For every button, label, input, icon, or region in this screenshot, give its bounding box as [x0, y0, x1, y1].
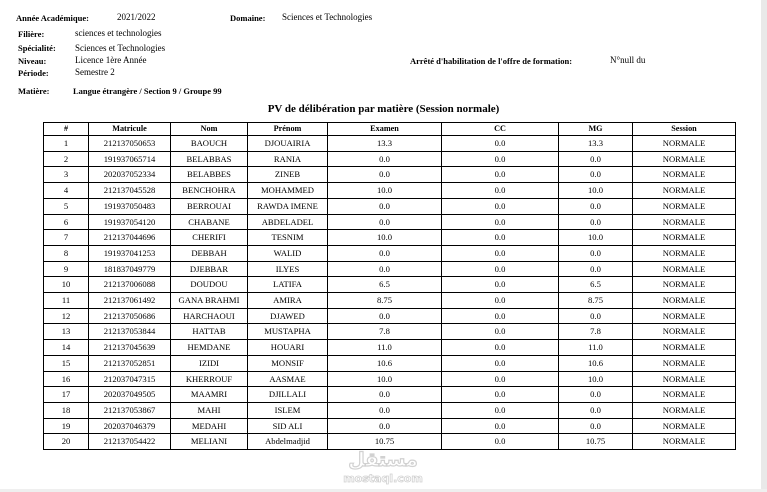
cell-cc: 0.0: [442, 277, 559, 293]
cell-cc: 0.0: [442, 136, 559, 152]
cell-matricule: 212137061492: [89, 293, 171, 309]
cell-examen: 0.0: [328, 308, 442, 324]
domaine-label: Domaine:: [230, 13, 266, 23]
cell-prenom: WALID: [248, 245, 328, 261]
cell-index: 5: [44, 198, 89, 214]
watermark-logo-text: مستقل: [348, 449, 418, 471]
col-header-nom: Nom: [171, 123, 248, 136]
cell-nom: CHERIFI: [171, 230, 248, 246]
page-edge-right: [761, 0, 767, 492]
cell-matricule: 212137044696: [89, 230, 171, 246]
cell-session: NORMALE: [633, 418, 736, 434]
cell-session: NORMALE: [633, 277, 736, 293]
col-header-examen: Examen: [328, 123, 442, 136]
cell-mg: 10.0: [559, 230, 633, 246]
cell-examen: 8.75: [328, 293, 442, 309]
cell-examen: 0.0: [328, 151, 442, 167]
cell-session: NORMALE: [633, 198, 736, 214]
cell-session: NORMALE: [633, 167, 736, 183]
cell-matricule: 212137050653: [89, 136, 171, 152]
col-header-index: #: [44, 123, 89, 136]
matiere-value: Langue étrangère / Section 9 / Groupe 99: [73, 86, 222, 96]
cell-nom: HARCHAOUI: [171, 308, 248, 324]
table-row: [44, 230, 736, 246]
cell-session: NORMALE: [633, 308, 736, 324]
cell-examen: 0.0: [328, 167, 442, 183]
cell-prenom: DJILLALI: [248, 387, 328, 403]
cell-cc: 0.0: [442, 434, 559, 450]
filiere-label: Filière:: [18, 29, 45, 39]
cell-matricule: 191937041253: [89, 245, 171, 261]
cell-cc: 0.0: [442, 183, 559, 199]
table-row: [44, 324, 736, 340]
cell-nom: DJEBBAR: [171, 261, 248, 277]
cell-index: 4: [44, 183, 89, 199]
table-row: [44, 402, 736, 418]
cell-session: NORMALE: [633, 434, 736, 450]
col-header-mg: MG: [559, 123, 633, 136]
table-row: [44, 308, 736, 324]
cell-prenom: DJAWED: [248, 308, 328, 324]
cell-examen: 10.6: [328, 355, 442, 371]
cell-mg: 6.5: [559, 277, 633, 293]
cell-examen: 7.8: [328, 324, 442, 340]
cell-index: 6: [44, 214, 89, 230]
cell-nom: IZIDI: [171, 355, 248, 371]
cell-prenom: LATIFA: [248, 277, 328, 293]
cell-matricule: 212137052851: [89, 355, 171, 371]
cell-prenom: ILYES: [248, 261, 328, 277]
cell-matricule: 212137045639: [89, 340, 171, 356]
cell-matricule: 212037047315: [89, 371, 171, 387]
cell-mg: 0.0: [559, 214, 633, 230]
cell-index: 8: [44, 245, 89, 261]
table-row: [44, 293, 736, 309]
table-row: [44, 387, 736, 403]
cell-prenom: RAWDA IMENE: [248, 198, 328, 214]
cell-nom: GANA BRAHMI: [171, 293, 248, 309]
cell-examen: 0.0: [328, 261, 442, 277]
cell-mg: 0.0: [559, 418, 633, 434]
cell-prenom: SID ALI: [248, 418, 328, 434]
cell-nom: HEMDANE: [171, 340, 248, 356]
specialite-label: Spécialité:: [18, 43, 56, 53]
cell-nom: MAAMRI: [171, 387, 248, 403]
cell-prenom: TESNIM: [248, 230, 328, 246]
cell-mg: 0.0: [559, 151, 633, 167]
cell-examen: 6.5: [328, 277, 442, 293]
cell-matricule: 191937050483: [89, 198, 171, 214]
cell-prenom: DJOUAIRIA: [248, 136, 328, 152]
table-row: [44, 277, 736, 293]
cell-cc: 0.0: [442, 167, 559, 183]
cell-matricule: 181837049779: [89, 261, 171, 277]
cell-cc: 0.0: [442, 198, 559, 214]
cell-nom: HATTAB: [171, 324, 248, 340]
cell-matricule: 212137053867: [89, 402, 171, 418]
cell-matricule: 212137053844: [89, 324, 171, 340]
cell-mg: 0.0: [559, 387, 633, 403]
cell-cc: 0.0: [442, 371, 559, 387]
cell-cc: 0.0: [442, 245, 559, 261]
table-header-row: [44, 123, 736, 136]
cell-session: NORMALE: [633, 230, 736, 246]
table-row: [44, 214, 736, 230]
page-title: PV de délibération par matière (Session normale): [267, 103, 500, 115]
cell-mg: 13.3: [559, 136, 633, 152]
cell-cc: 0.0: [442, 355, 559, 371]
arrete-label: Arrêté d'habilitation de l'offre de formation:: [410, 56, 573, 66]
cell-session: NORMALE: [633, 324, 736, 340]
cell-prenom: MONSIF: [248, 355, 328, 371]
cell-examen: 0.0: [328, 402, 442, 418]
cell-index: 20: [44, 434, 89, 450]
col-header-matricule: Matricule: [89, 123, 171, 136]
cell-index: 15: [44, 355, 89, 371]
table-row: [44, 245, 736, 261]
cell-matricule: 202037052334: [89, 167, 171, 183]
cell-cc: 0.0: [442, 418, 559, 434]
table-row: [44, 355, 736, 371]
cell-nom: BAOUCH: [171, 136, 248, 152]
table-row: [44, 434, 736, 450]
cell-nom: BELABBES: [171, 167, 248, 183]
cell-session: NORMALE: [633, 387, 736, 403]
cell-prenom: RANIA: [248, 151, 328, 167]
cell-prenom: ABDELADEL: [248, 214, 328, 230]
table-row: [44, 167, 736, 183]
cell-index: 13: [44, 324, 89, 340]
cell-index: 16: [44, 371, 89, 387]
specialite-value: Sciences et Technologies: [75, 43, 166, 53]
cell-index: 3: [44, 167, 89, 183]
cell-session: NORMALE: [633, 355, 736, 371]
cell-mg: 10.0: [559, 183, 633, 199]
cell-mg: 7.8: [559, 324, 633, 340]
cell-cc: 0.0: [442, 402, 559, 418]
cell-session: NORMALE: [633, 214, 736, 230]
watermark-site: mostaql.com: [343, 472, 423, 485]
cell-examen: 10.0: [328, 230, 442, 246]
cell-prenom: AMIRA: [248, 293, 328, 309]
periode-value: Semestre 2: [75, 67, 115, 77]
cell-nom: DOUDOU: [171, 277, 248, 293]
niveau-label: Niveau:: [18, 56, 47, 66]
cell-nom: CHABANE: [171, 214, 248, 230]
cell-examen: 10.0: [328, 183, 442, 199]
table-row: [44, 340, 736, 356]
cell-cc: 0.0: [442, 214, 559, 230]
cell-matricule: 202037046379: [89, 418, 171, 434]
cell-matricule: 212137006088: [89, 277, 171, 293]
filiere-value: sciences et technologies: [75, 28, 162, 38]
cell-matricule: 212137054422: [89, 434, 171, 450]
cell-index: 14: [44, 340, 89, 356]
cell-examen: 11.0: [328, 340, 442, 356]
cell-examen: 0.0: [328, 387, 442, 403]
col-header-session: Session: [633, 123, 736, 136]
table-row: [44, 261, 736, 277]
cell-session: NORMALE: [633, 151, 736, 167]
cell-mg: 10.6: [559, 355, 633, 371]
annee-value: 2021/2022: [117, 12, 156, 22]
cell-index: 17: [44, 387, 89, 403]
table-row: [44, 136, 736, 152]
deliberation-table: [43, 122, 736, 450]
cell-cc: 0.0: [442, 308, 559, 324]
cell-nom: KHERROUF: [171, 371, 248, 387]
cell-cc: 0.0: [442, 151, 559, 167]
cell-index: 12: [44, 308, 89, 324]
col-header-prenom: Prénom: [248, 123, 328, 136]
cell-prenom: ZINEB: [248, 167, 328, 183]
cell-session: NORMALE: [633, 293, 736, 309]
cell-mg: 0.0: [559, 167, 633, 183]
periode-label: Période:: [18, 68, 49, 78]
table-row: [44, 151, 736, 167]
cell-cc: 0.0: [442, 261, 559, 277]
cell-matricule: 191937054120: [89, 214, 171, 230]
cell-matricule: 212137045528: [89, 183, 171, 199]
cell-index: 2: [44, 151, 89, 167]
cell-mg: 0.0: [559, 308, 633, 324]
cell-nom: MAHI: [171, 402, 248, 418]
table-row: [44, 183, 736, 199]
cell-mg: 11.0: [559, 340, 633, 356]
cell-mg: 10.0: [559, 371, 633, 387]
cell-examen: 0.0: [328, 418, 442, 434]
niveau-value: Licence 1ère Année: [75, 55, 147, 65]
cell-cc: 0.0: [442, 324, 559, 340]
mostaql-logo-icon: [328, 446, 438, 486]
cell-mg: 0.0: [559, 198, 633, 214]
cell-mg: 0.0: [559, 245, 633, 261]
arrete-value: N°null du: [610, 55, 646, 65]
cell-index: 1: [44, 136, 89, 152]
cell-cc: 0.0: [442, 340, 559, 356]
cell-mg: 8.75: [559, 293, 633, 309]
cell-nom: MEDAHI: [171, 418, 248, 434]
cell-nom: BENCHOHRA: [171, 183, 248, 199]
table-row: [44, 418, 736, 434]
cell-matricule: 212137050686: [89, 308, 171, 324]
table-row: [44, 198, 736, 214]
cell-prenom: ISLEM: [248, 402, 328, 418]
cell-session: NORMALE: [633, 371, 736, 387]
matiere-label: Matière:: [18, 86, 50, 96]
cell-session: NORMALE: [633, 340, 736, 356]
cell-mg: 10.75: [559, 434, 633, 450]
cell-matricule: 202037049505: [89, 387, 171, 403]
cell-index: 10: [44, 277, 89, 293]
cell-session: NORMALE: [633, 183, 736, 199]
col-header-cc: CC: [442, 123, 559, 136]
cell-session: NORMALE: [633, 261, 736, 277]
cell-prenom: AASMAE: [248, 371, 328, 387]
cell-index: 18: [44, 402, 89, 418]
cell-examen: 10.75: [328, 434, 442, 450]
cell-session: NORMALE: [633, 402, 736, 418]
cell-prenom: MUSTAPHA: [248, 324, 328, 340]
cell-index: 19: [44, 418, 89, 434]
cell-examen: 13.3: [328, 136, 442, 152]
cell-examen: 0.0: [328, 198, 442, 214]
cell-cc: 0.0: [442, 230, 559, 246]
cell-prenom: HOUARI: [248, 340, 328, 356]
cell-session: NORMALE: [633, 245, 736, 261]
cell-examen: 10.0: [328, 371, 442, 387]
domaine-value: Sciences et Technologies: [282, 12, 373, 22]
cell-cc: 0.0: [442, 293, 559, 309]
table-row: [44, 371, 736, 387]
cell-prenom: Abdelmadjid: [248, 434, 328, 450]
cell-prenom: MOHAMMED: [248, 183, 328, 199]
cell-nom: MELIANI: [171, 434, 248, 450]
cell-examen: 0.0: [328, 214, 442, 230]
cell-index: 11: [44, 293, 89, 309]
cell-nom: BELABBAS: [171, 151, 248, 167]
cell-examen: 0.0: [328, 245, 442, 261]
cell-mg: 0.0: [559, 261, 633, 277]
cell-index: 7: [44, 230, 89, 246]
cell-nom: BERROUAI: [171, 198, 248, 214]
cell-matricule: 191937065714: [89, 151, 171, 167]
cell-index: 9: [44, 261, 89, 277]
cell-session: NORMALE: [633, 136, 736, 152]
cell-cc: 0.0: [442, 387, 559, 403]
annee-label: Année Académique:: [16, 13, 89, 23]
cell-nom: DEBBAH: [171, 245, 248, 261]
cell-mg: 0.0: [559, 402, 633, 418]
